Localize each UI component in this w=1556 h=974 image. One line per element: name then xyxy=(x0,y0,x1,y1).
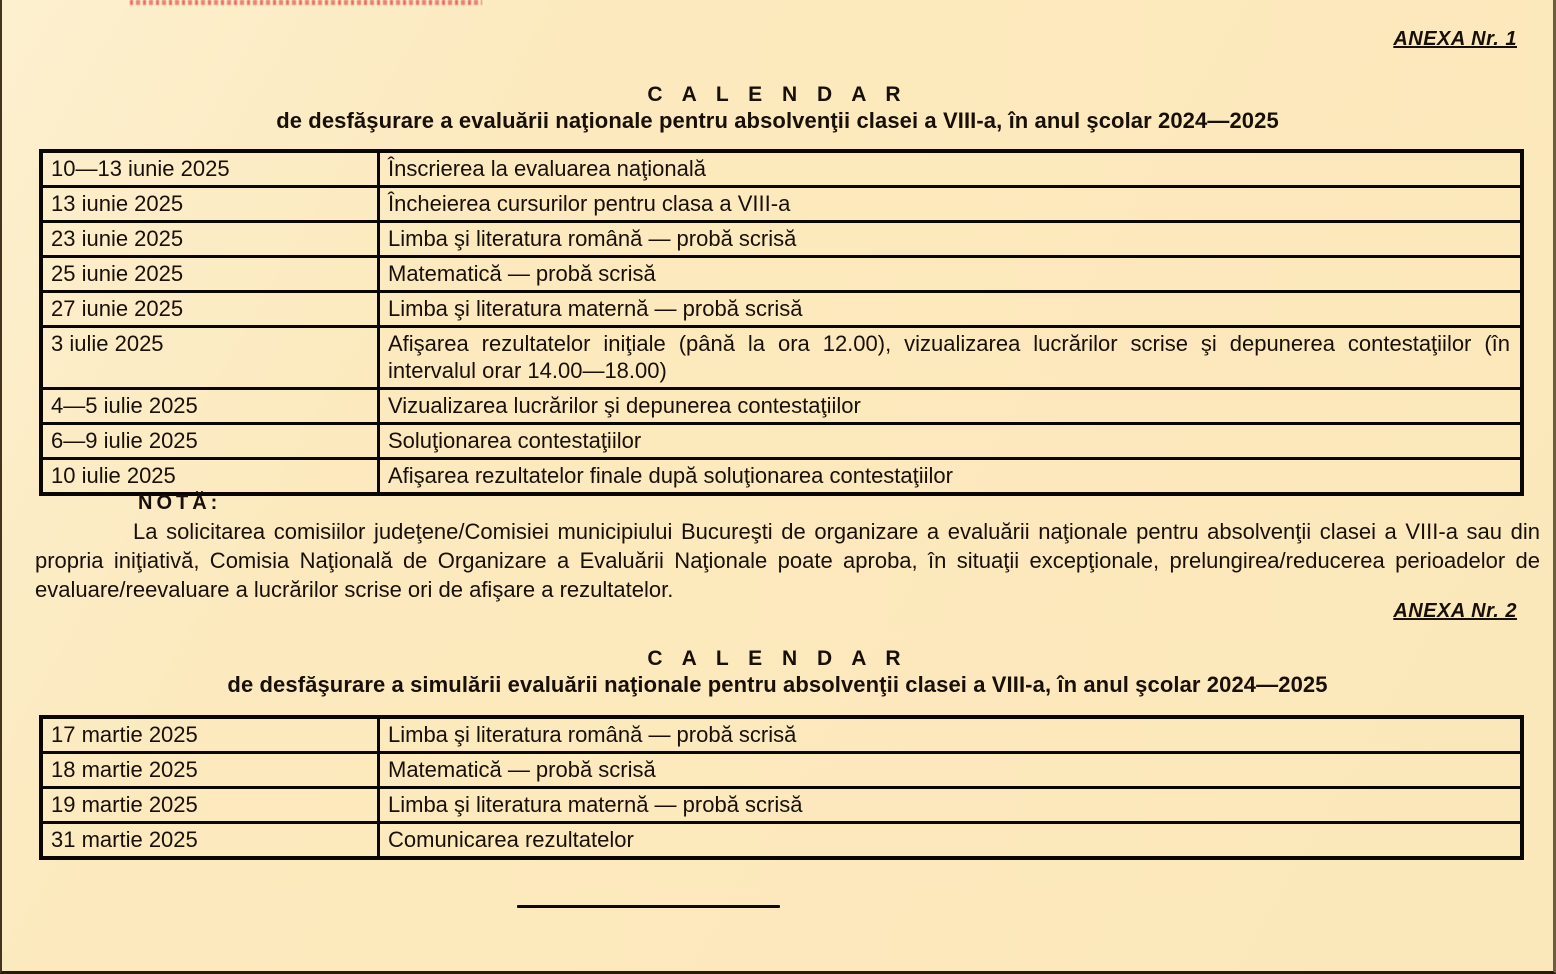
annex-1-label: ANEXA Nr. 1 xyxy=(1393,28,1517,50)
note-label: NOTĂ: xyxy=(138,492,222,514)
cut-off-header-text xyxy=(130,0,482,5)
table-row xyxy=(41,788,1522,823)
annex-1-title: C A L E N D A R xyxy=(647,83,908,106)
note-paragraph: La solicitarea comisiilor judeţene/Comisiei municipiului Bucureşti de organizare a evaluării naţionale pentru absolvenţii clasei a VIII-a sau din propria iniţiativă, Comisia Naţională de Organizare a Evaluării Naţionale poate aproba, în situaţii excepţionale, prelungirea/reducerea perioadelor de evaluare/reevaluare a lucrărilor scrise ori de afişare a rezultatelor. xyxy=(35,519,1540,602)
annex-2-title: C A L E N D A R xyxy=(647,647,908,670)
date-cell: 23 iunie 2025 xyxy=(41,222,379,257)
activity-cell: Limba şi literatura maternă — probă scrisă xyxy=(379,788,1523,823)
activity-cell: Încheierea cursurilor pentru clasa a VIII-a xyxy=(379,187,1523,222)
annex-1-calendar-table xyxy=(39,149,1524,496)
activity-cell: Limba şi literatura maternă — probă scrisă xyxy=(379,292,1523,327)
date-cell: 18 martie 2025 xyxy=(41,753,379,788)
date-cell: 27 iunie 2025 xyxy=(41,292,379,327)
date-cell: 25 iunie 2025 xyxy=(41,257,379,292)
table-row xyxy=(41,389,1522,424)
table-row xyxy=(41,327,1522,389)
date-cell: 3 iulie 2025 xyxy=(41,327,379,389)
date-cell: 13 iunie 2025 xyxy=(41,187,379,222)
table-row xyxy=(41,151,1522,187)
table-row xyxy=(41,292,1522,327)
table-row xyxy=(41,717,1522,753)
activity-cell: Matematică — probă scrisă xyxy=(379,753,1523,788)
activity-cell: Limba şi literatura română — probă scrisă xyxy=(379,222,1523,257)
activity-cell: Vizualizarea lucrărilor şi depunerea contestaţiilor xyxy=(379,389,1523,424)
annex-2-label: ANEXA Nr. 2 xyxy=(1393,600,1517,622)
date-cell: 19 martie 2025 xyxy=(41,788,379,823)
activity-cell: Soluţionarea contestaţiilor xyxy=(379,424,1523,459)
activity-cell: Comunicarea rezultatelor xyxy=(379,823,1523,859)
table-row xyxy=(41,823,1522,859)
activity-cell: Matematică — probă scrisă xyxy=(379,257,1523,292)
table-row xyxy=(41,459,1522,495)
table-row xyxy=(41,222,1522,257)
table-row xyxy=(41,187,1522,222)
date-cell: 17 martie 2025 xyxy=(41,717,379,753)
activity-cell: Afişarea rezultatelor iniţiale (până la ora 12.00), vizualizarea lucrărilor scrise şi depunerea contestaţiilor (în intervalul orar 14.00—18.00) xyxy=(379,327,1523,389)
date-cell: 31 martie 2025 xyxy=(41,823,379,859)
activity-cell: Afişarea rezultatelor finale după soluţionarea contestaţiilor xyxy=(379,459,1523,495)
annex-2-subtitle: de desfăşurare a simulării evaluării naţionale pentru absolvenţii clasei a VIII-a, în anul şcolar 2024—2025 xyxy=(227,672,1328,697)
table-row xyxy=(41,424,1522,459)
activity-cell: Limba şi literatura română — probă scrisă xyxy=(379,717,1523,753)
date-cell: 10—13 iunie 2025 xyxy=(41,151,379,187)
annex-2-calendar-table xyxy=(39,715,1524,860)
date-cell: 4—5 iulie 2025 xyxy=(41,389,379,424)
annex-1-subtitle: de desfăşurare a evaluării naţionale pentru absolvenţii clasei a VIII-a, în anul şcolar 2024—2025 xyxy=(276,108,1279,133)
table-row xyxy=(41,753,1522,788)
section-end-rule xyxy=(517,905,780,908)
date-cell: 6—9 iulie 2025 xyxy=(41,424,379,459)
activity-cell: Înscrierea la evaluarea naţională xyxy=(379,151,1523,187)
table-row xyxy=(41,257,1522,292)
date-cell: 10 iulie 2025 xyxy=(41,459,379,495)
